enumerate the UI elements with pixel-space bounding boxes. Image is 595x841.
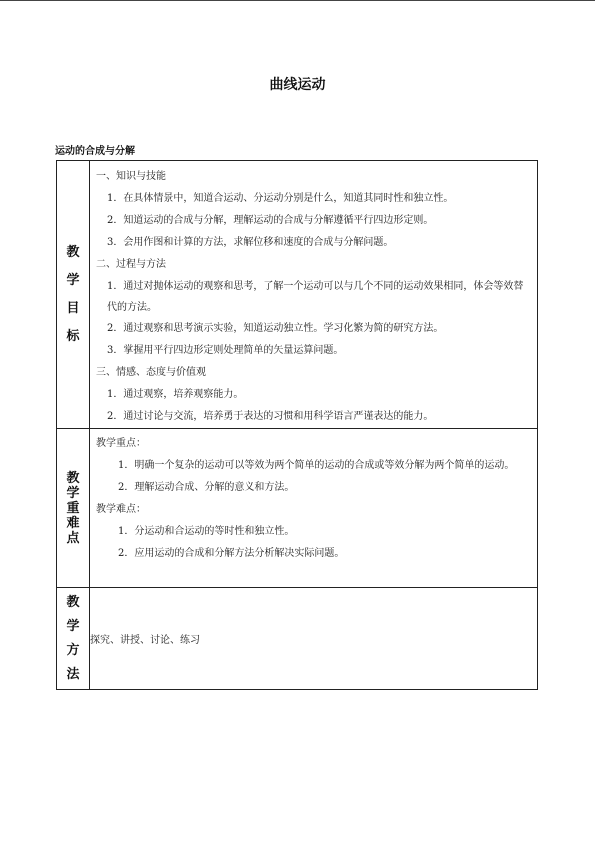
row-label-method	[57, 588, 90, 690]
key-point-item: 1．明确一个复杂的运动可以等效为两个简单的运动的合成或等效分解为两个简单的运动。	[118, 460, 515, 471]
table-row-key-points	[57, 429, 538, 588]
page-title: 曲线运动	[269, 77, 326, 93]
label-char: 教	[66, 594, 80, 610]
row-label-goals	[57, 161, 90, 429]
section-heading: 运动的合成与分解	[55, 146, 135, 157]
goals-heading-knowledge: 一、知识与技能	[96, 171, 166, 182]
label-char: 学	[66, 485, 80, 501]
key-points-content-cell	[90, 429, 538, 588]
key-point-item: 2．理解运动合成、分解的意义和方法。	[118, 482, 295, 493]
goal-item: 3．会用作图和计算的方法，求解位移和速度的合成与分解问题。	[107, 237, 394, 248]
key-points-heading: 教学重点：	[96, 438, 146, 449]
difficult-points-heading: 教学难点：	[96, 504, 146, 515]
table-row-method	[57, 588, 538, 690]
goal-item: 2．通过观察和思考演示实验，知道运动独立性。学习化繁为简的研究方法。	[107, 323, 444, 334]
top-border-rule	[0, 0, 595, 1]
label-char: 难	[66, 515, 80, 531]
method-text: 探究、讲授、讨论、练习	[90, 635, 200, 646]
label-char: 方	[66, 642, 80, 658]
label-char: 教	[66, 470, 80, 486]
goal-item: 1．通过对抛体运动的观察和思考，了解一个运动可以与几个不同的运动效果相同，体会等效替代的方法。	[107, 281, 524, 313]
label-char: 标	[66, 328, 80, 344]
row-label-key-points	[57, 429, 90, 588]
goal-item: 2．通过讨论与交流，培养勇于表达的习惯和用科学语言严谨表达的能力。	[107, 411, 434, 422]
goal-item: 2．知道运动的合成与分解，理解运动的合成与分解遵循平行四边形定则。	[107, 215, 434, 226]
difficult-point-item: 1．分运动和合运动的等时性和独立性。	[118, 526, 295, 537]
goals-heading-attitude: 三、情感、态度与价值观	[96, 367, 206, 378]
goal-item: 1．在具体情景中，知道合运动、分运动分别是什么，知道其同时性和独立性。	[107, 193, 454, 204]
label-char: 学	[66, 618, 80, 634]
goals-heading-process: 二、过程与方法	[96, 259, 166, 270]
label-char: 法	[66, 666, 80, 682]
label-char: 教	[66, 244, 80, 260]
label-char: 目	[66, 300, 80, 316]
label-char: 学	[66, 272, 80, 288]
goal-item: 1．通过观察，培养观察能力。	[107, 389, 244, 400]
goals-content-cell	[90, 161, 538, 429]
label-char: 重	[66, 500, 80, 516]
method-content-cell	[90, 588, 538, 690]
goal-item: 3．掌握用平行四边形定则处理简单的矢量运算问题。	[107, 345, 344, 356]
lesson-plan-table	[56, 160, 538, 690]
table-row-goals	[57, 161, 538, 429]
difficult-point-item: 2．应用运动的合成和分解方法分析解决实际问题。	[118, 548, 345, 559]
label-char: 点	[66, 530, 80, 546]
